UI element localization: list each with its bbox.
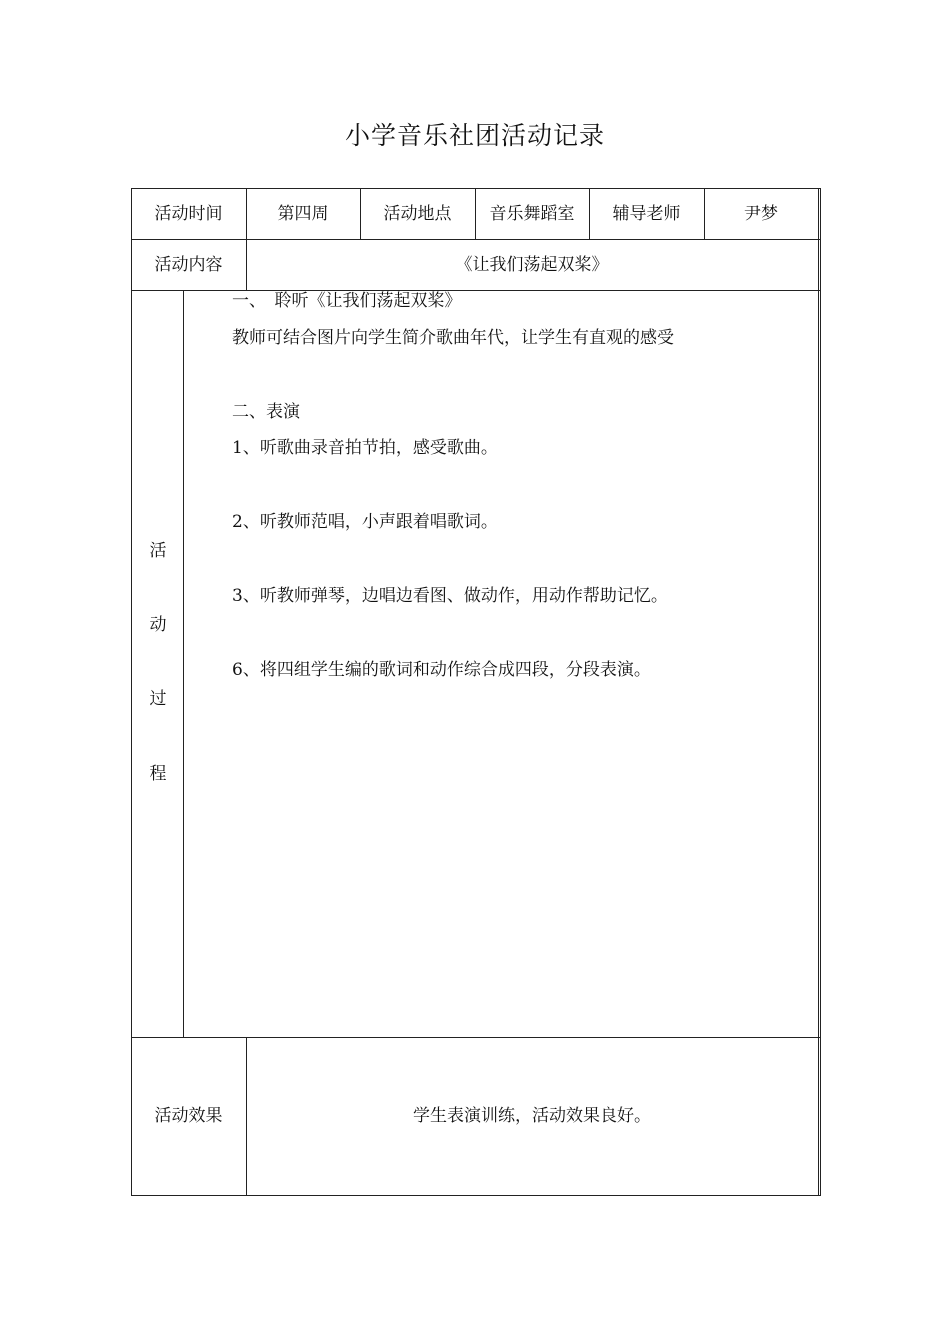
teacher-label: 辅导老师 xyxy=(612,203,681,224)
process-line: 3、听教师弹琴，边唱边看图、做动作，用动作帮助记忆。 xyxy=(232,586,668,606)
content-value: 《让我们荡起双桨》 xyxy=(455,254,609,275)
content-label: 活动内容 xyxy=(154,254,223,275)
process-label-char: 程 xyxy=(149,764,167,784)
page-title: 小学音乐社团活动记录 xyxy=(344,121,605,150)
process-label-char: 过 xyxy=(149,689,167,709)
table-border-right xyxy=(818,188,819,1196)
time-label: 活动时间 xyxy=(154,203,223,224)
effect-label: 活动效果 xyxy=(154,1106,223,1126)
time-value: 第四周 xyxy=(277,203,329,224)
process-line: 2、听教师范唱，小声跟着唱歌词。 xyxy=(232,512,498,532)
process-line: 教师可结合图片向学生简介歌曲年代，让学生有直观的感受 xyxy=(232,328,674,348)
teacher-value: 尹梦 xyxy=(744,203,778,224)
process-line: 二、表演 xyxy=(232,402,300,422)
place-label: 活动地点 xyxy=(383,203,452,224)
process-line: 6、将四组学生编的歌词和动作综合成四段，分段表演。 xyxy=(232,660,651,680)
table-border-bottom xyxy=(131,1195,820,1196)
process-line: 一、 聆听《让我们荡起双桨》 xyxy=(232,291,462,311)
process-label-char: 动 xyxy=(149,615,167,635)
place-value: 音乐舞蹈室 xyxy=(489,203,575,224)
table-border-right-outer xyxy=(820,188,821,1196)
process-line: 1、听歌曲录音拍节拍，感受歌曲。 xyxy=(232,438,498,458)
effect-value: 学生表演训练，活动效果良好。 xyxy=(413,1106,651,1126)
table-col-divider xyxy=(183,290,184,1038)
process-label-char: 活 xyxy=(149,541,167,561)
